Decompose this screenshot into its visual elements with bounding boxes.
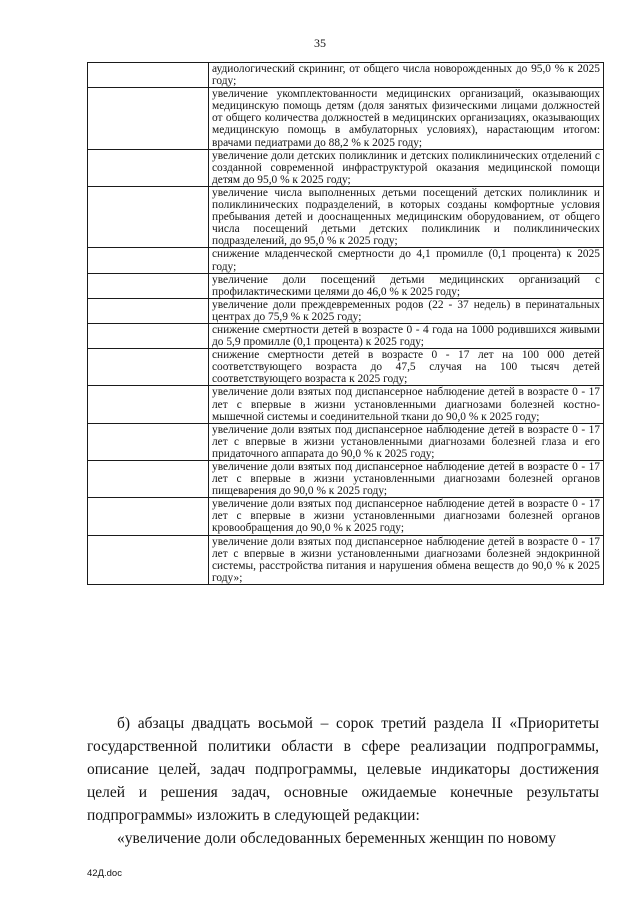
table-row	[88, 461, 604, 498]
table-cell-empty	[88, 461, 209, 498]
table-cell-empty	[88, 186, 209, 247]
indicator-cell: увеличение доли взятых под диспансерное наблюдение детей в возрасте 0 - 17 лет с впервые в жизни установленными диагнозами болезней глаза и его придаточного аппарата до 90,0 % к 2025 году;	[209, 423, 604, 460]
table-cell-empty	[88, 248, 209, 273]
indicator-cell: увеличение укомплектованности медицинских организаций, оказывающих медицинскую помощь детям (доля занятых физическими лицами должностей от общего количества должностей в медицинских организациях, оказывающих медицинскую помощь в амбулаторных условиях), нарастающим итогом: врачами педиатрами до 88,2 % к 2025 году;	[209, 88, 604, 149]
indicator-cell: увеличение доли преждевременных родов (22 - 37 недель) в перинатальных центрах до 75,9 % к 2025 году;	[209, 298, 604, 323]
table-cell-empty	[88, 423, 209, 460]
indicator-cell: увеличение доли взятых под диспансерное наблюдение детей в возрасте 0 - 17 лет с впервые в жизни установленными диагнозами болезней органов кровообращения до 90,0 % к 2025 году;	[209, 498, 604, 535]
table-cell-empty	[88, 298, 209, 323]
table-cell-empty	[88, 498, 209, 535]
indicator-cell: увеличение доли взятых под диспансерное наблюдение детей в возрасте 0 - 17 лет с впервые в жизни установленными диагнозами болезней органов пищеварения до 90,0 % к 2025 году;	[209, 461, 604, 498]
table-cell-empty	[88, 349, 209, 386]
indicator-cell: снижение смертности детей в возрасте 0 - 4 года на 1000 родившихся живыми до 5,9 промилле (0,1 процента) к 2025 году;	[209, 323, 604, 348]
table-cell-empty	[88, 149, 209, 186]
table-cell-empty	[88, 63, 209, 88]
indicator-cell: аудиологический скрининг, от общего числа новорожденных до 95,0 % к 2025 году;	[209, 63, 604, 88]
indicator-cell: увеличение доли посещений детьми медицинских организаций с профилактическими целями до 46,0 % к 2025 году;	[209, 273, 604, 298]
table-row	[88, 88, 604, 149]
table-row	[88, 149, 604, 186]
table-cell-empty	[88, 386, 209, 423]
indicator-cell: увеличение доли взятых под диспансерное наблюдение детей в возрасте 0 - 17 лет с впервые в жизни установленными диагнозами болезней костно-мышечной системы и соединительной ткани до 90,0 % к 2025 году;	[209, 386, 604, 423]
table-cell-empty	[88, 535, 209, 584]
table-row	[88, 386, 604, 423]
table-cell-empty	[88, 323, 209, 348]
page-number: 35	[314, 36, 326, 50]
table-row	[88, 248, 604, 273]
indicator-cell: увеличение числа выполненных детьми посещений детских поликлиник и поликлинических подразделений, в которых созданы комфортные условия пребывания детей и дооснащенных медицинским оборудованием, от общего числа посещений детьми детских поликлиник и поликлинических подразделений, до 95,0 % к 2025 году;	[209, 186, 604, 247]
table-row	[88, 323, 604, 348]
amendment-paragraph: б) абзацы двадцать восьмой – сорок третий раздела II «Приоритеты государственной политики области в сфере реализации подпрограммы, описание целей, задач подпрограммы, целевые индикаторы достижения целей и решения задач, основные ожидаемые конечные результаты подпрограммы» изложить в следующей редакции:	[87, 715, 599, 824]
footer-filename: 42Д.doc	[87, 868, 122, 879]
indicators-table-body	[88, 63, 604, 585]
table-row	[88, 298, 604, 323]
table-row	[88, 498, 604, 535]
table-row	[88, 273, 604, 298]
indicator-cell: увеличение доли взятых под диспансерное наблюдение детей в возрасте 0 - 17 лет с впервые в жизни установленными диагнозами болезней эндокринной системы, расстройства питания и нарушения обмена веществ до 90,0 % к 2025 году»;	[209, 535, 604, 584]
table-row	[88, 535, 604, 584]
indicator-cell: снижение младенческой смертности до 4,1 промилле (0,1 процента) к 2025 году;	[209, 248, 604, 273]
table-row	[88, 349, 604, 386]
table-row	[88, 423, 604, 460]
table-row	[88, 186, 604, 247]
indicator-cell: увеличение доли детских поликлиник и детских поликлинических отделений с созданной современной инфраструктурой оказания медицинской помощи детям до 95,0 % к 2025 году;	[209, 149, 604, 186]
table-cell-empty	[88, 88, 209, 149]
table-row	[88, 63, 604, 88]
table-cell-empty	[88, 273, 209, 298]
indicators-table	[87, 62, 604, 585]
indicator-cell: снижение смертности детей в возрасте 0 - 17 лет на 100 000 детей соответствующего возраста до 47,5 случая на 100 тысяч детей соответствующего возраста к 2025 году;	[209, 349, 604, 386]
quoted-text-paragraph: «увеличение доли обследованных беременных женщин по новому	[117, 830, 556, 847]
